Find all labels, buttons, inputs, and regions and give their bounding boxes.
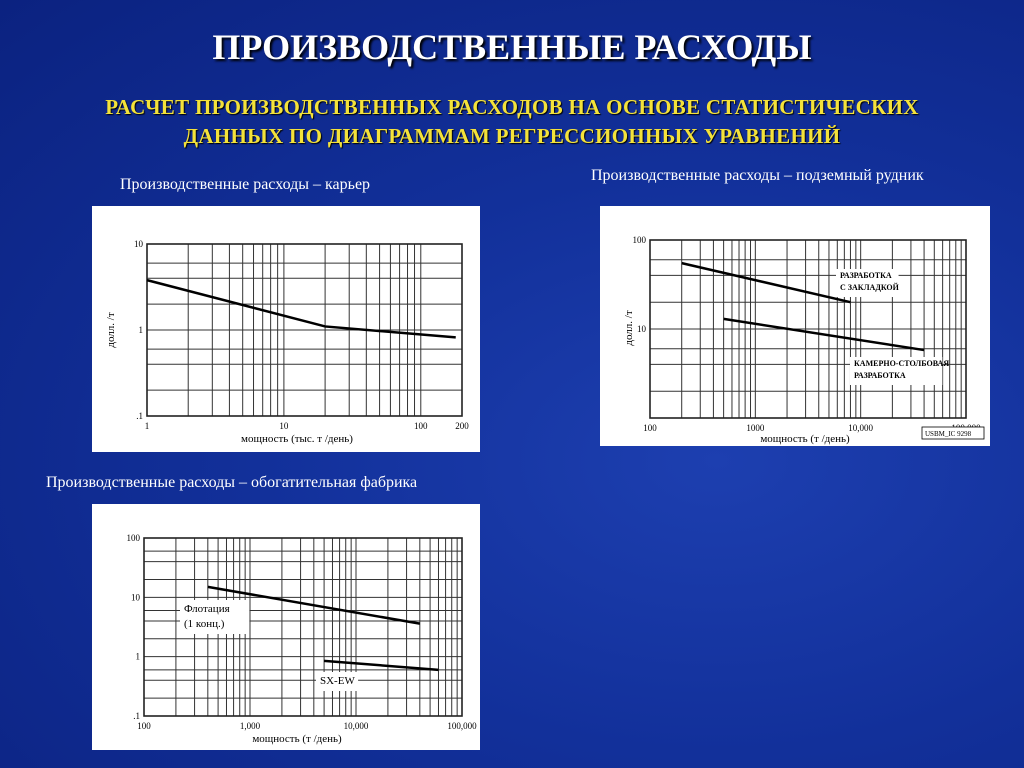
chart-plant-panel [92,504,480,750]
y-axis-label: долл. /т [623,310,635,346]
series-label: (1 конц.) [184,618,225,630]
series-label: РАЗРАБОТКА [854,371,906,380]
x-tick-label: 10 [279,421,289,431]
y-tick-label: 100 [126,533,140,543]
x-tick-label: 100 [643,423,657,433]
chart-quarry [92,206,480,452]
source-stamp: USBM_IC 9298 [925,430,972,438]
x-tick-label: 1000 [746,423,765,433]
x-tick-label: 10,000 [343,721,369,731]
chart-plant [92,504,480,750]
y-tick-label: 1 [135,651,140,662]
chart-mine-caption: Производственные расходы – подземный рудник [591,167,924,184]
x-tick-label: 10,000 [848,423,874,433]
chart-mine [600,206,990,446]
y-tick-label: 10 [131,592,140,603]
chart-quarry-caption: Производственные расходы – карьер [120,176,371,193]
y-tick-label: 100 [632,235,646,245]
x-tick-label: 100 [137,721,151,731]
chart-quarry-panel [92,206,480,452]
y-tick-label: .1 [133,711,140,721]
y-tick-label: 1 [138,325,143,335]
series-label: Флотация [184,603,230,615]
y-tick-label: .1 [136,411,143,421]
series-label: С ЗАКЛАДКОЙ [840,283,899,292]
x-tick-label: 100 [414,421,428,431]
slide-title: ПРОИЗВОДСТВЕННЫЕ РАСХОДЫ [212,27,812,67]
x-tick-label: 1,000 [239,721,261,731]
x-axis-label: мощность (т /день) [760,433,850,445]
x-tick-label: 1 [144,421,150,431]
y-tick-label: 10 [134,239,143,249]
series-label: КАМЕРНО-СТОЛБОВАЯ [854,359,950,368]
series-line [147,280,456,337]
x-axis-label: мощность (тыс. т /день) [241,433,353,445]
chart-mine-panel [600,206,990,446]
series-label: РАЗРАБОТКА [840,271,892,280]
series-line [324,661,438,670]
y-axis-label: долл. /т [105,312,117,348]
x-tick-label: 200 [455,421,469,431]
chart-plant-caption: Производственные расходы – обогатительная фабрика [46,474,418,491]
slide-subtitle-line2: ДАННЫХ ПО ДИАГРАММАМ РЕГРЕССИОННЫХ УРАВНЕНИЙ [183,124,841,148]
x-axis-label: мощность (т /день) [252,733,342,745]
series-line [682,263,851,302]
y-tick-label: 10 [637,324,646,334]
x-tick-label: 100,000 [447,721,477,731]
slide-subtitle-line1: РАСЧЕТ ПРОИЗВОДСТВЕННЫХ РАСХОДОВ НА ОСНОВЕ СТАТИСТИЧЕСКИХ [105,95,919,119]
series-line [724,319,924,350]
series-label: SX-EW [320,675,355,687]
